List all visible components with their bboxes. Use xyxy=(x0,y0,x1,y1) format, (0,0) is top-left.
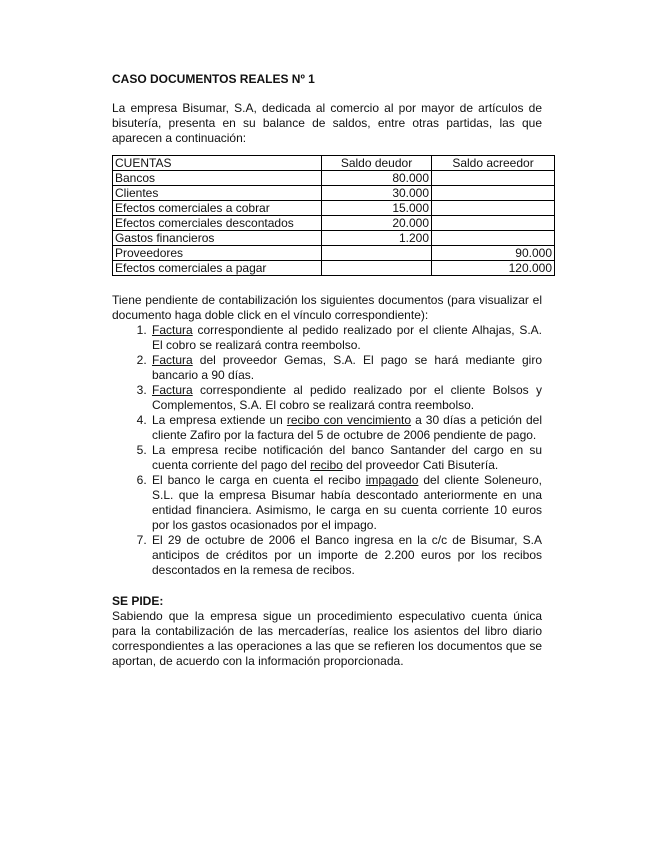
table-row xyxy=(113,171,555,186)
recibo-vencimiento-link[interactable]: recibo con vencimiento xyxy=(286,413,412,427)
factura-link[interactable]: Factura xyxy=(152,353,193,367)
table-row xyxy=(113,216,555,231)
credit-balance xyxy=(432,201,555,216)
debit-balance xyxy=(322,261,432,276)
account-name: Clientes xyxy=(113,186,322,201)
doc-text-post: correspondiente al pedido realizado por el cliente Bolsos y Complementos, S.A. El cobro se realizará contra reembolso. xyxy=(152,383,542,412)
table-row xyxy=(113,201,555,216)
document-title: CASO DOCUMENTOS REALES Nº 1 xyxy=(112,72,315,86)
header-cuentas: CUENTAS xyxy=(113,156,322,171)
debit-balance: 1.200 xyxy=(322,231,432,246)
account-name: Efectos comerciales descontados xyxy=(113,216,322,231)
header-saldo-acreedor: Saldo acreedor xyxy=(432,156,555,171)
se-pide-body: Sabiendo que la empresa sigue un procedimiento especulativo cuenta única para la contabilización de las mercaderías, realice los asientos del libro diario correspondientes a las operaciones a las que se refieren los documentos que se aportan, de acuerdo con la información proporcionada. xyxy=(112,609,542,668)
account-name: Bancos xyxy=(113,171,322,186)
document-page xyxy=(112,72,552,669)
list-item xyxy=(150,443,542,473)
doc-text-post: a 30 días a petición del cliente Zafiro por la factura del 5 de octubre de 2006 pendiente de pago. xyxy=(152,413,542,442)
header-saldo-deudor: Saldo deudor xyxy=(322,156,432,171)
list-item xyxy=(150,413,542,443)
account-name: Proveedores xyxy=(113,246,322,261)
credit-balance: 120.000 xyxy=(432,261,555,276)
table-header-row xyxy=(113,156,555,171)
debit-balance: 20.000 xyxy=(322,216,432,231)
doc-text-post: del proveedor Cati Bisutería. xyxy=(342,458,499,472)
recibo-link[interactable]: recibo xyxy=(310,458,343,472)
documents-list xyxy=(112,323,542,578)
table-row xyxy=(113,246,555,261)
doc-text-pre: La empresa extiende un xyxy=(152,413,287,427)
account-name: Gastos financieros xyxy=(113,231,322,246)
debit-balance xyxy=(322,246,432,261)
credit-balance xyxy=(432,186,555,201)
list-item xyxy=(150,353,542,383)
credit-balance: 90.000 xyxy=(432,246,555,261)
list-item xyxy=(150,383,542,413)
list-item xyxy=(150,533,542,578)
intro-paragraph: La empresa Bisumar, S.A, dedicada al comercio al por mayor de artículos de bisutería, presenta en su balance de saldos, entre otras partidas, las que aparecen a continuación: xyxy=(112,101,542,145)
se-pide-heading: SE PIDE: xyxy=(112,594,164,608)
credit-balance xyxy=(432,171,555,186)
doc-text-pre: El banco le carga en cuenta el recibo xyxy=(152,473,366,487)
doc-text-post: del cliente Soleneuro, S.L. que la empresa Bisumar había descontado anteriormente en una entidad financiera. Asimismo, le carga en su cuenta corriente 10 euros por los gastos ocasionados por el impago. xyxy=(152,473,543,532)
balance-table xyxy=(112,155,555,276)
credit-balance xyxy=(432,231,555,246)
list-item xyxy=(150,473,542,533)
account-name: Efectos comerciales a cobrar xyxy=(113,201,322,216)
doc-text-post: correspondiente al pedido realizado por el cliente Alhajas, S.A. El cobro se realizará contra reembolso. xyxy=(152,323,542,352)
impagado-link[interactable]: impagado xyxy=(365,473,419,487)
debit-balance: 80.000 xyxy=(322,171,432,186)
credit-balance xyxy=(432,216,555,231)
table-row xyxy=(113,231,555,246)
debit-balance: 30.000 xyxy=(322,186,432,201)
doc-text-pre: El 29 de octubre de 2006 el Banco ingresa en la c/c de Bisumar, S.A anticipos de créditos por un importe de 2.200 euros por los recibos descontados en la remesa de recibos. xyxy=(152,533,542,577)
table-row xyxy=(113,261,555,276)
doc-text-post: del proveedor Gemas, S.A. El pago se hará mediante giro bancario a 90 días. xyxy=(152,353,542,382)
list-item xyxy=(150,323,542,353)
pending-documents-intro: Tiene pendiente de contabilización los siguientes documentos (para visualizar el documento haga doble click en el vínculo correspondiente): xyxy=(112,293,542,322)
debit-balance: 15.000 xyxy=(322,201,432,216)
doc-text-pre: La empresa recibe notificación del banco Santander del cargo en su cuenta corriente del pago del xyxy=(152,443,542,472)
table-row xyxy=(113,186,555,201)
account-name: Efectos comerciales a pagar xyxy=(113,261,322,276)
factura-link[interactable]: Factura xyxy=(152,383,193,397)
factura-link[interactable]: Factura xyxy=(152,323,193,337)
